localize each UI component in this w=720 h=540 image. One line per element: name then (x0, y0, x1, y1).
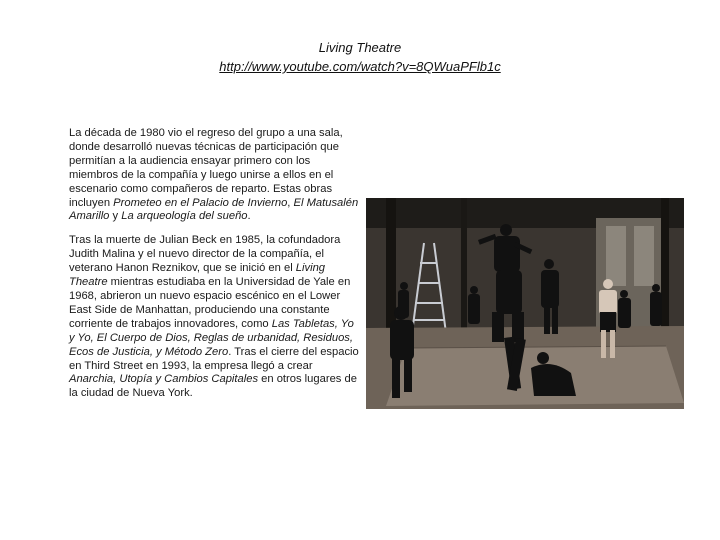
theatre-photo (366, 198, 684, 409)
photo-illustration (366, 198, 684, 409)
page-title: Living Theatre (318, 40, 402, 55)
paragraph-1: La década de 1980 vio el regreso del grupo a una sala, donde desarrolló nuevas técnicas de participación que permitían a la audiencia ensayar primero con los miembros de la compañía y luego unirse a ellos en el escenario como compañeros de reparto. Estas obras incluyen Prometeo en el Palacio de Invierno, El Matusalén Amarillo y La arqueología del sueño. (69, 127, 359, 223)
youtube-link[interactable]: http://www.youtube.com/watch?v=8QWuaPFlb1c (219, 59, 501, 74)
paragraph-2: Tras la muerte de Julian Beck en 1985, la cofundadora Judith Malina y el nuevo director de la compañía, el veterano Hanon Reznikov, que se inició en el Living Theatre mientras estudiaba en la Universidad de Yale en 1968, abrieron un nuevo espacio escénico en el Lower East Side de Manhattan, produciendo una constante corriente de trabajos innovadores, como Las Tabletas, Yo y Yo, El Cuerpo de Dios, Reglas de urbanidad, Residuos, Ecos de Justicia, y Método Zero. Tras el cierre del espacio en Third Street en 1993, la empresa llegó a crear Anarchia, Utopía y Cambios Capitales en otros lugares de la ciudad de Nueva York. (69, 234, 359, 400)
body-text (69, 127, 359, 411)
